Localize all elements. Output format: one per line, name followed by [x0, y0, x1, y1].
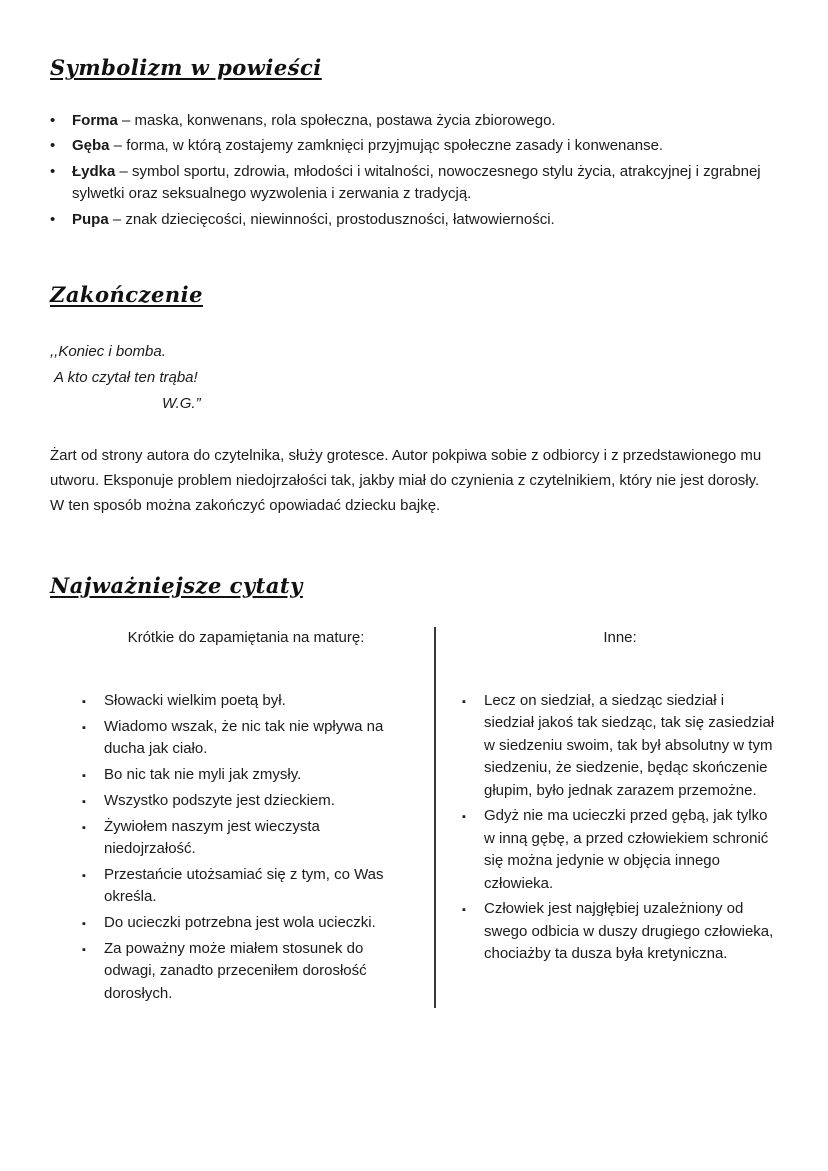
quote-list-item [82, 764, 410, 787]
quote-list-item [82, 790, 410, 813]
dot-bullet-icon: • [50, 137, 56, 154]
square-bullet-icon: ▪ [82, 943, 86, 956]
quote-list-item [82, 716, 410, 761]
quote-line-3: W.G.” [162, 394, 201, 412]
quote-text: Człowiek jest najgłębiej uzależniony od swego odbicia w duszy drugiego człowieka, chociażby ta dusza była kretyniczna. [484, 900, 774, 962]
quote-list-item [462, 690, 778, 803]
ending-quote [50, 339, 780, 417]
symbolism-term: Gęba [72, 137, 110, 154]
quote-list-item [82, 816, 410, 861]
left-quotes-list [82, 690, 410, 1006]
square-bullet-icon: ▪ [462, 811, 466, 823]
left-column-header: Krótkie do zapamiętania na maturę: [127, 629, 365, 646]
square-bullet-icon: ▪ [462, 904, 466, 916]
quote-text: Wszystko podszyte jest dzieckiem. [104, 791, 335, 809]
quote-line-2: A kto czytał ten trąba! [54, 368, 198, 386]
symbolism-definition: – symbol sportu, zdrowia, młodości i witalności, nowoczesnego stylu życia, atrakcyjnej i zgrabnej sylwetki oraz seksualnego wyzwolenia i zerwania z tradycją. [72, 162, 761, 202]
section-title-symbolism: Symbolizm w powieści [50, 55, 322, 80]
square-bullet-icon: ▪ [462, 695, 466, 708]
quotes-columns [82, 627, 778, 1008]
section-title-quotes: Najważniejsze cytaty [50, 572, 303, 598]
symbolism-list-item [50, 110, 780, 133]
quotes-column-right [436, 627, 778, 1008]
symbolism-item-text [72, 161, 780, 206]
symbolism-list [50, 110, 780, 232]
quote-text: Gdyż nie ma ucieczki przed gębą, jak tylko w inną gębę, a przed człowiekiem schronić się można jedynie w objęcia innego człowieka. [484, 807, 769, 892]
quote-text: Do ucieczki potrzebna jest wola ucieczki. [104, 913, 376, 931]
quote-list-item [82, 938, 410, 1006]
symbolism-list-item [50, 209, 780, 232]
symbolism-definition: – znak dziecięcości, niewinności, prostoduszności, łatwowierności. [108, 210, 555, 228]
quote-list-item [82, 864, 410, 909]
symbolism-list-item [50, 135, 780, 158]
square-bullet-icon: ▪ [82, 795, 86, 808]
ending-paragraph: Żart od strony autora do czytelnika, służy grotesce. Autor pokpiwa sobie z odbiorcy i z przedstawionego mu utworu. Eksponuje problem niedojrzałości tak, jakby miał do czynienia z czytelnikiem, który nie jest dorosły. W ten sposób można zakończyć opowiadać dziecku bajkę. [50, 446, 762, 514]
quote-text: Wiadomo wszak, że nic tak nie wpływa na ducha jak ciało. [104, 717, 384, 757]
quote-text: Przestańcie utożsamiać się z tym, co Was określa. [104, 865, 384, 905]
quote-text: Lecz on siedział, a siedząc siedział i siedział jakoś tak siedząc, tak się zasiedział w siedzeniu swoim, tak był absolutny w tym siedzeniu, że siedzenie, będąc skończenie głupim, było jednak zarazem przemożne. [484, 691, 775, 799]
quote-line-1: ,,Koniec i bomba. [50, 342, 166, 360]
quote-list-item [82, 690, 410, 713]
symbolism-term: Łydka [72, 162, 116, 180]
symbolism-item-text [72, 209, 780, 232]
square-bullet-icon: ▪ [82, 821, 86, 834]
dot-bullet-icon: • [50, 162, 56, 180]
square-bullet-icon: ▪ [82, 769, 86, 782]
quote-list-item [462, 805, 778, 895]
quote-text: Za poważny może miałem stosunek do odwagi, zanadto przeceniłem dorosłość dorosłych. [104, 939, 367, 1002]
dot-bullet-icon: • [50, 111, 56, 129]
right-column-header: Inne: [603, 629, 637, 646]
quote-list-item [462, 898, 778, 966]
symbolism-definition: – forma, w którą zostajemy zamknięci przyjmując społeczne zasady i konwenanse. [109, 137, 664, 154]
section-title-ending: Zakończenie [50, 282, 203, 307]
dot-bullet-icon: • [50, 210, 56, 228]
symbolism-item-text [72, 110, 780, 133]
symbolism-term: Forma [72, 111, 118, 129]
square-bullet-icon: ▪ [82, 695, 86, 708]
quote-text: Żywiołem naszym jest wieczysta niedojrzałość. [104, 817, 320, 857]
quote-text: Słowacki wielkim poetą był. [104, 691, 286, 709]
right-quotes-list [462, 690, 778, 966]
quote-list-item [82, 912, 410, 935]
symbolism-item-text [72, 135, 780, 158]
square-bullet-icon: ▪ [82, 917, 86, 930]
square-bullet-icon: ▪ [82, 721, 86, 734]
quote-text: Bo nic tak nie myli jak zmysły. [104, 765, 302, 783]
symbolism-list-item [50, 161, 780, 206]
symbolism-term: Pupa [72, 210, 109, 228]
symbolism-definition: – maska, konwenans, rola społeczna, postawa życia zbiorowego. [117, 111, 556, 129]
square-bullet-icon: ▪ [82, 869, 86, 882]
quotes-column-left [82, 627, 434, 1008]
